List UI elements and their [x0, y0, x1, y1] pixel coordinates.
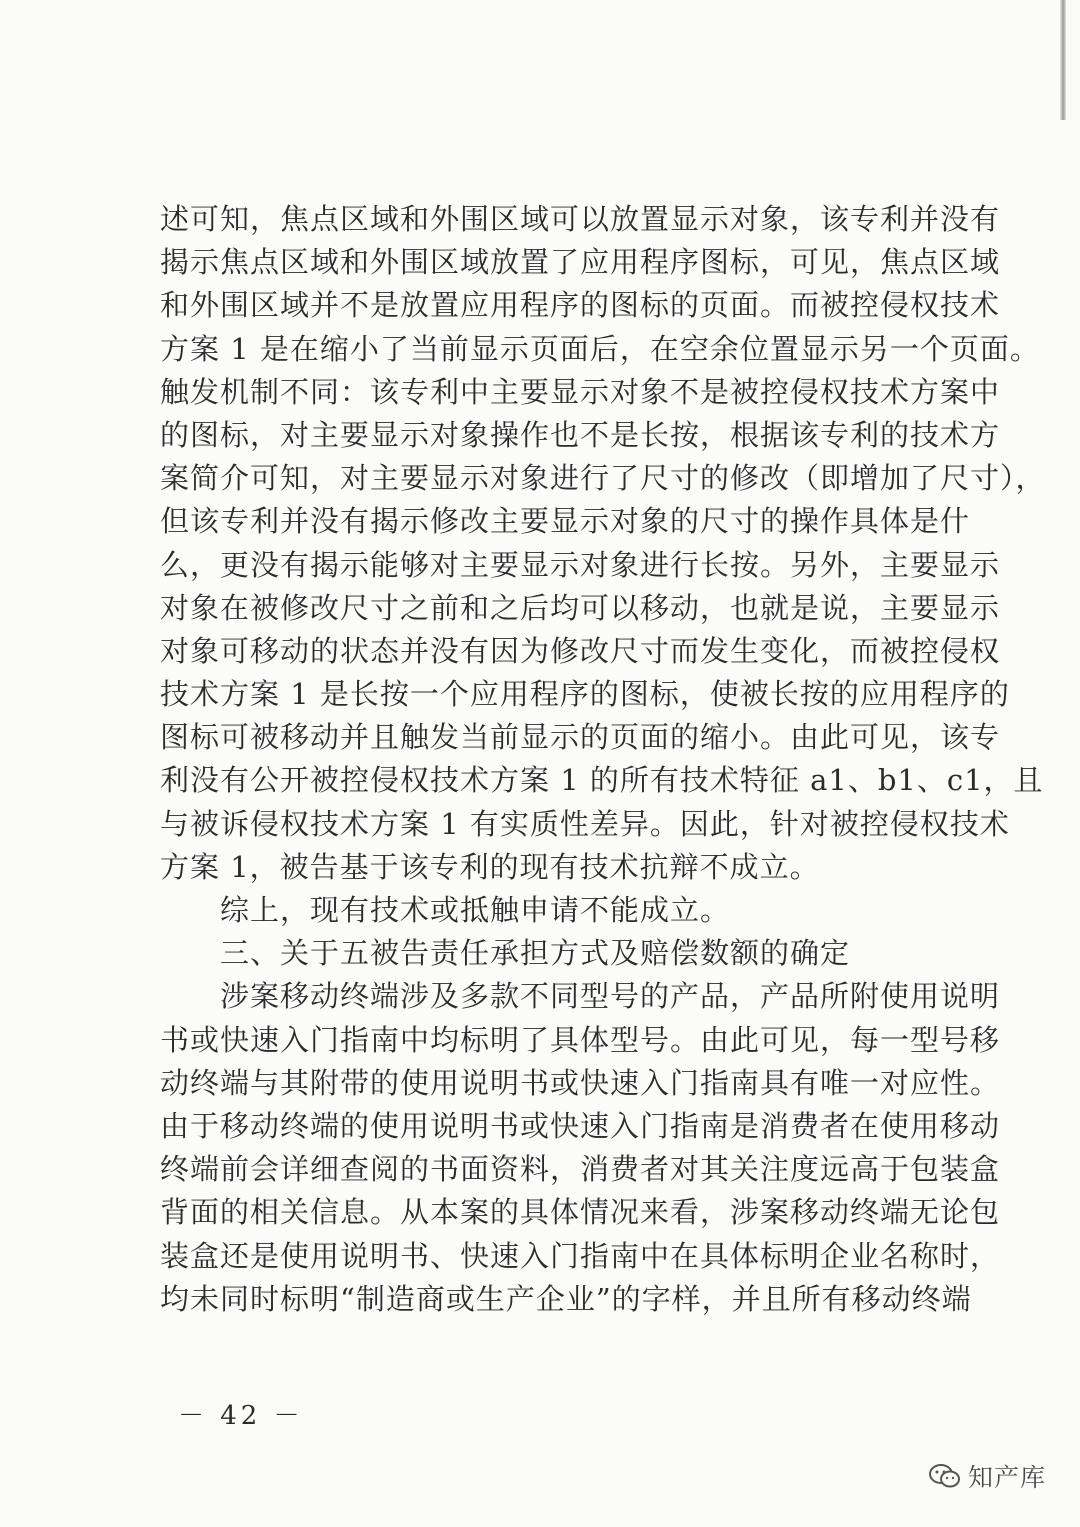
scan-edge-shadow	[1060, 0, 1066, 120]
page-number: － 42 －	[178, 1401, 304, 1431]
text-line: 装盒还是使用说明书、快速入门指南中在具体标明企业名称时，	[160, 1238, 1001, 1273]
text-line: 么，更没有揭示能够对主要显示对象进行长按。另外，主要显示	[160, 547, 1001, 582]
text-line: 但该专利并没有揭示修改主要显示对象的尺寸的操作具体是什	[160, 504, 971, 539]
text-line: 的图标，对主要显示对象操作也不是长按，根据该专利的技术方	[160, 417, 1001, 452]
text-line: 涉案移动终端涉及多款不同型号的产品，产品所附使用说明	[160, 979, 1001, 1014]
text-line: 揭示焦点区域和外围区域放置了应用程序图标，可见，焦点区域	[160, 245, 1001, 280]
section-heading: 三、关于五被告责任承担方式及赔偿数额的确定	[160, 936, 851, 971]
text-line: 案简介可知，对主要显示对象进行了尺寸的修改（即增加了尺寸），	[160, 461, 1046, 496]
watermark-text: 知产库	[967, 1463, 1046, 1492]
text-line: 与被诉侵权技术方案 1 有实质性差异。因此，针对被控侵权技术	[160, 806, 1010, 841]
text-line: 终端前会详细查阅的书面资料，消费者对其关注度远高于包装盒	[160, 1152, 1001, 1187]
watermark	[928, 1458, 1046, 1494]
text-line: 动终端与其附带的使用说明书或快速入门指南具有唯一对应性。	[160, 1065, 1001, 1100]
text-line: 图标可被移动并且触发当前显示的页面的缩小。由此可见，该专	[160, 720, 1001, 755]
text-line: 由于移动终端的使用说明书或快速入门指南是消费者在使用移动	[160, 1108, 1001, 1143]
text-line: 均未同时标明“制造商或生产企业”的字样，并且所有移动终端	[160, 1281, 972, 1316]
summary-line: 综上，现有技术或抵触申请不能成立。	[160, 893, 731, 927]
text-line: 触发机制不同：该专利中主要显示对象不是被控侵权技术方案中	[160, 374, 1001, 409]
text-line: 书或快速入门指南中均标明了具体型号。由此可见，每一型号移	[160, 1022, 1001, 1057]
wechat-icon	[928, 1463, 962, 1489]
text-line: 对象可移动的状态并没有因为修改尺寸而发生变化，而被控侵权	[160, 633, 1001, 668]
text-line: 述可知，焦点区域和外围区域可以放置显示对象，该专利并没有	[160, 202, 1001, 236]
text-line: 方案 1，被告基于该专利的现有技术抗辩不成立。	[160, 849, 820, 884]
text-line: 方案 1 是在缩小了当前显示页面后，在空余位置显示另一个页面。	[160, 331, 1040, 366]
text-line: 背面的相关信息。从本案的具体情况来看，涉案移动终端无论包	[160, 1195, 1001, 1230]
text-line: 对象在被修改尺寸之前和之后均可以移动，也就是说，主要显示	[160, 590, 1001, 625]
text-line: 利没有公开被控侵权技术方案 1 的所有技术特征 a1、b1、c1，且	[160, 763, 1044, 798]
document-body	[160, 198, 1046, 1321]
text-line: 技术方案 1 是长按一个应用程序的图标，使被长按的应用程序的	[160, 677, 1010, 712]
text-line: 和外围区域并不是放置应用程序的图标的页面。而被控侵权技术	[160, 288, 1001, 323]
